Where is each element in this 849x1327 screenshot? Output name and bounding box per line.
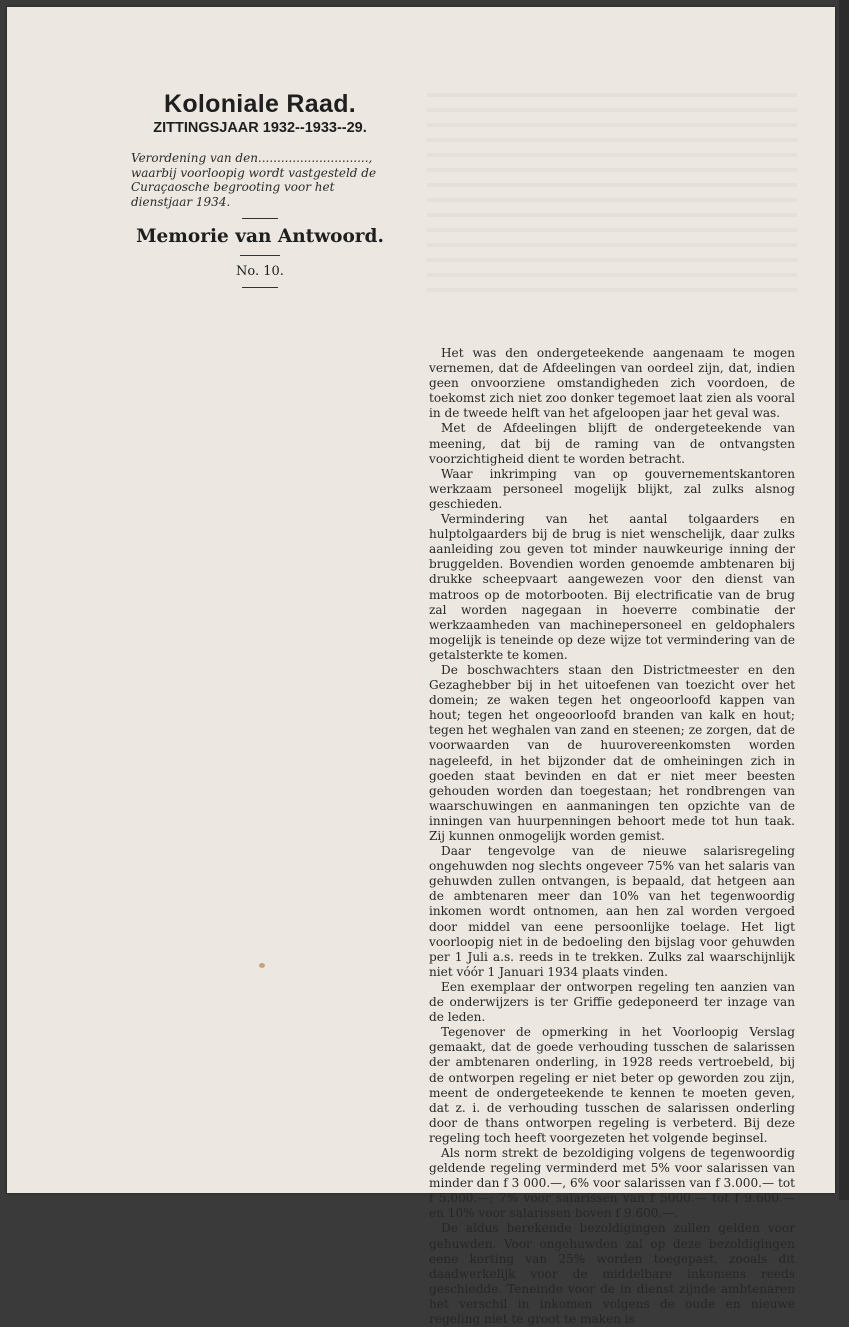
council-title: Koloniale Raad. [163, 90, 357, 118]
document-type-title: Memorie van Antwoord. [136, 226, 384, 247]
body-paragraph: Vermindering van het aantal tolgaarders en hulptolgaarders bij de brug is niet wenschelijk, daar zulks aanleiding zou geven tot minder nauwkeurige inning der bruggelden. Bovendien worden genoemde ambtenaren bij drukke scheepvaart aangewezen voor den dienst van matroos op de motorbooten. Bij electrificatie van de brug zal worden nagegaan in hoeverre combinatie der werkzaamheden van machinepersoneel en geldophalers mogelijk is teneinde op deze wijze tot vermindering van de getalsterkte te komen. [429, 512, 795, 662]
body-paragraph: Een exemplaar der ontworpen regeling ten aanzien van de onderwijzers is ter Griffie gedeponeerd ter inzage van de leden. [429, 979, 795, 1025]
session-year: ZITTINGSJAAR 1932--1933--29. [153, 120, 367, 136]
body-paragraph: Waar inkrimping van op gouvernementskantoren werkzaam personeel mogelijk blijkt, zal zulks alsnog geschieden. [429, 466, 795, 511]
document-page [7, 7, 835, 1326]
body-paragraph: Tegenover de opmerking in het Voorloopig Verslag gemaakt, dat de goede verhouding tusschen de salarissen der ambtenaren onderling, in 1928 reeds vertroebeld, bij de ontworpen regeling er niet beter op geworden zou zijn, meent de ondergeteekende te kennen te moeten geven, dat z. i. de verhouding tusschen de salarissen onderling door de thans ontworpen regeling is verbeterd. Bij deze regeling toch heeft voorgezeten het volgende beginsel. [429, 1025, 795, 1145]
divider-rule [240, 255, 280, 256]
body-paragraph: Het was den ondergeteekende aangenaam te mogen vernemen, dat de Afdeelingen van oordeel zijn, dat, indien geen onvoorziene omstandigheden zich voordoen, de toekomst zich niet zoo donker tegemoet laat zien als vooral in de tweede helft van het afgeloopen jaar het geval was. [429, 346, 795, 421]
scan-background-edge [839, 0, 849, 1200]
document-header [129, 89, 391, 288]
body-paragraph: De aldus berekende bezoldigingen zullen gelden voor gehuwden. Voor ongehuwden zal op deze bezoldigingen eene korting van 25% worden toegepast, zooals dit daadwerkelijk voor de middelbare inkomens reeds geschiedde. Teneinde voor de in dienst zijnde ambtenaren het verschil in inkomen volgens de oude en nieuwe regeling niet te groot te maken is [429, 1221, 795, 1326]
body-paragraph: Met de Afdeelingen blijft de ondergeteekende van meening, dat bij de raming van de ontvangsten voorzichtigheid dient te worden betracht. [429, 421, 795, 466]
divider-rule [242, 218, 278, 219]
body-paragraph: Daar tengevolge van de nieuwe salarisregeling ongehuwden nog slechts ongeveer 75% van het salaris van gehuwden zullen ontvangen, is bepaald, dat hetgeen aan de ambtenaren meer dan 10% van het tegenwoordig inkomen wordt ontnomen, aan hen zal worden vergoed door middel van eene persoonlijke toelage. Het ligt voorloopig niet in de bedoeling den bijslag voor gehuwden per 1 Juli a.s. reeds in te trekken. Zulks zal waarschijnlijk niet vóór 1 Januari 1934 plaats vinden. [429, 844, 795, 979]
bleed-through-text [427, 93, 797, 293]
subject-description: Verordening van den............................., waarbij voorloopig wordt vastgesteld de Curaçaosche begrooting voor het dienstjaar 1934. [131, 151, 377, 209]
body-paragraph: De boschwachters staan den Districtmeester en den Gezaghebber bij in het uitoefenen van toezicht over het domein; ze waken tegen het ongeoorloofd kappen van hout; tegen het ongeoorloofd branden van kalk en hout; tegen het weghalen van zand en steenen; ze zorgen, dat de voorwaarden van de huurovereenkomsten worden nageleefd, in het bijzonder dat de omheiningen zich in goeden staat bevinden en dat er niet meer beesten gehouden worden dan toegestaan; het rondbrengen van waarschuwingen en aanmaningen ten opzichte van de inningen van huurpenningen behoort mede tot hun taak. Zij kunnen onmogelijk worden gemist. [429, 662, 795, 843]
document-number: No. 10. [236, 264, 284, 279]
body-paragraph: Als norm strekt de bezoldiging volgens de tegenwoordig geldende regeling verminderd met 5% voor salarissen van minder dan f 3 000.—, 6% voor salarissen van f 3.000.— tot f 5.000.—; 7% voor salarissen van f 5000.— tot f 9.600.— en 10% voor salarissen boven f 9.600.—. [429, 1145, 795, 1221]
memorandum-body [429, 346, 795, 1327]
divider-rule [242, 287, 278, 288]
paper-stain-mark [259, 963, 265, 968]
